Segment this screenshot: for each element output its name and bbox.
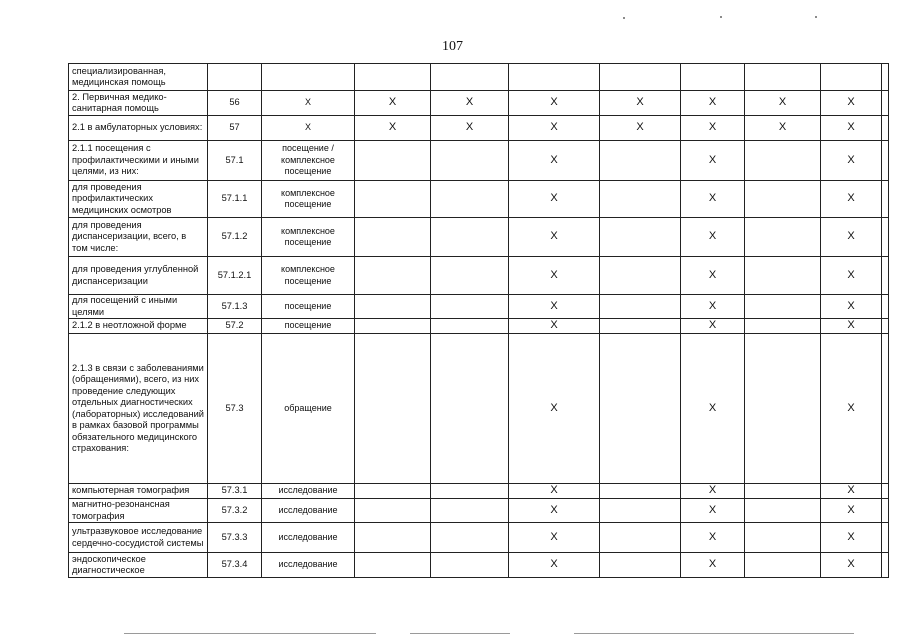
row-code: 57.3.4 [208, 553, 262, 578]
row-name: 2.1.2 в неотложной форме [69, 319, 208, 334]
cross-mark-cell [600, 319, 681, 334]
row-code: 57.2 [208, 319, 262, 334]
table-row [69, 553, 889, 578]
table-row [69, 141, 889, 181]
cross-mark-cell [600, 257, 681, 295]
cross-mark-cell [355, 295, 431, 319]
cross-mark-cell: Х [509, 257, 600, 295]
cross-mark-cell: Х [821, 499, 882, 523]
table-row [69, 181, 889, 218]
cross-mark-cell [431, 64, 509, 91]
row-name: 2.1 в амбулаторных условиях: [69, 116, 208, 141]
cross-mark-cell: Х [509, 181, 600, 218]
table-row [69, 334, 889, 484]
cross-mark-cell [600, 334, 681, 484]
page-number: 107 [442, 39, 463, 54]
row-unit: Х [262, 116, 355, 141]
cross-mark-cell: Х [681, 218, 745, 257]
cross-mark-cell: Х [681, 523, 745, 553]
cross-mark-cell [600, 141, 681, 181]
cross-mark-cell: Х [745, 116, 821, 141]
cross-mark-cell: Х [509, 553, 600, 578]
cross-mark-cell: Х [821, 334, 882, 484]
row-name: специализированная, медицинская помощь [69, 64, 208, 91]
data-table [68, 63, 889, 578]
table-row [69, 116, 889, 141]
cross-mark-cell [745, 141, 821, 181]
scan-dust [720, 16, 722, 18]
cross-mark-cell [681, 64, 745, 91]
cross-mark-cell: Х [509, 499, 600, 523]
cross-mark-cell [431, 553, 509, 578]
cross-mark-cell: Х [821, 91, 882, 116]
cross-mark-cell: Х [509, 91, 600, 116]
row-code: 57.3.3 [208, 523, 262, 553]
scan-artifact-line [124, 633, 376, 634]
cross-mark-cell: Х [821, 116, 882, 141]
row-name: эндоскопическое диагностическое [69, 553, 208, 578]
cross-mark-cell [431, 523, 509, 553]
row-code [208, 64, 262, 91]
cross-mark-cell: Х [821, 295, 882, 319]
cross-mark-cell [882, 499, 889, 523]
cross-mark-cell: Х [509, 141, 600, 181]
table-row [69, 499, 889, 523]
cross-mark-cell: Х [509, 523, 600, 553]
cross-mark-cell: Х [681, 553, 745, 578]
row-name: магнитно-резонансная томография [69, 499, 208, 523]
cross-mark-cell [431, 334, 509, 484]
cross-mark-cell: Х [681, 257, 745, 295]
row-name: для проведения диспансеризации, всего, в том числе: [69, 218, 208, 257]
cross-mark-cell [882, 553, 889, 578]
cross-mark-cell: Х [509, 295, 600, 319]
cross-mark-cell [882, 91, 889, 116]
cross-mark-cell: Х [509, 319, 600, 334]
row-code: 57.1.1 [208, 181, 262, 218]
cross-mark-cell [882, 523, 889, 553]
row-unit [262, 64, 355, 91]
scan-dust [623, 17, 625, 19]
cross-mark-cell [431, 218, 509, 257]
cross-mark-cell [745, 218, 821, 257]
cross-mark-cell [600, 553, 681, 578]
cross-mark-cell [355, 499, 431, 523]
row-name: 2. Первичная медико-санитарная помощь [69, 91, 208, 116]
cross-mark-cell [431, 181, 509, 218]
cross-mark-cell: Х [509, 484, 600, 499]
cross-mark-cell: Х [509, 218, 600, 257]
row-unit: посещение / комплексное посещение [262, 141, 355, 181]
row-code: 57.1.2.1 [208, 257, 262, 295]
cross-mark-cell: Х [431, 91, 509, 116]
cross-mark-cell [355, 319, 431, 334]
cross-mark-cell: Х [681, 91, 745, 116]
table-row [69, 64, 889, 91]
cross-mark-cell: Х [745, 91, 821, 116]
cross-mark-cell: Х [681, 116, 745, 141]
cross-mark-cell [431, 499, 509, 523]
row-code: 57.1.2 [208, 218, 262, 257]
row-code: 57.3.2 [208, 499, 262, 523]
table-body [69, 64, 889, 578]
cross-mark-cell: Х [821, 484, 882, 499]
cross-mark-cell [355, 141, 431, 181]
cross-mark-cell: Х [821, 553, 882, 578]
cross-mark-cell [882, 141, 889, 181]
cross-mark-cell: Х [821, 257, 882, 295]
cross-mark-cell: Х [681, 319, 745, 334]
row-unit: комплексное посещение [262, 181, 355, 218]
cross-mark-cell [882, 319, 889, 334]
cross-mark-cell: Х [681, 141, 745, 181]
cross-mark-cell [882, 484, 889, 499]
cross-mark-cell [745, 257, 821, 295]
table-row [69, 257, 889, 295]
cross-mark-cell [745, 484, 821, 499]
cross-mark-cell [745, 64, 821, 91]
cross-mark-cell: Х [431, 116, 509, 141]
row-unit: исследование [262, 484, 355, 499]
row-code: 57 [208, 116, 262, 141]
cross-mark-cell [745, 181, 821, 218]
cross-mark-cell: Х [681, 484, 745, 499]
row-name: 2.1.1 посещения с профилактическими и иными целями, из них: [69, 141, 208, 181]
cross-mark-cell [882, 295, 889, 319]
row-code: 57.1 [208, 141, 262, 181]
cross-mark-cell: Х [681, 499, 745, 523]
cross-mark-cell [431, 319, 509, 334]
row-unit: исследование [262, 553, 355, 578]
cross-mark-cell [882, 181, 889, 218]
table-row [69, 523, 889, 553]
cross-mark-cell [745, 334, 821, 484]
cross-mark-cell [431, 295, 509, 319]
cross-mark-cell [882, 218, 889, 257]
cross-mark-cell: Х [355, 116, 431, 141]
row-name: ультразвуковое исследование сердечно-сосудистой системы [69, 523, 208, 553]
cross-mark-cell: Х [600, 91, 681, 116]
table-row [69, 484, 889, 499]
scan-artifact-line [574, 633, 854, 634]
cross-mark-cell [355, 257, 431, 295]
row-unit: обращение [262, 334, 355, 484]
cross-mark-cell: Х [681, 181, 745, 218]
cross-mark-cell [355, 484, 431, 499]
row-unit: комплексное посещение [262, 257, 355, 295]
row-unit: исследование [262, 499, 355, 523]
cross-mark-cell [745, 319, 821, 334]
cross-mark-cell: Х [821, 523, 882, 553]
cross-mark-cell: Х [821, 181, 882, 218]
cross-mark-cell [355, 553, 431, 578]
cross-mark-cell [745, 523, 821, 553]
row-name: 2.1.3 в связи с заболеваниями (обращениями), всего, из них проведение следующих отдельных диагностических (лабораторных) исследований в рамках базовой программы обязательного медицинского страхования: [69, 334, 208, 484]
row-name: для проведения углубленной диспансеризации [69, 257, 208, 295]
cross-mark-cell [745, 553, 821, 578]
row-unit: Х [262, 91, 355, 116]
cross-mark-cell: Х [821, 319, 882, 334]
row-unit: посещение [262, 295, 355, 319]
cross-mark-cell: Х [821, 218, 882, 257]
cross-mark-cell [600, 64, 681, 91]
cross-mark-cell [431, 484, 509, 499]
table-row [69, 218, 889, 257]
cross-mark-cell [882, 116, 889, 141]
cross-mark-cell: Х [600, 116, 681, 141]
cross-mark-cell [355, 64, 431, 91]
cross-mark-cell [600, 484, 681, 499]
cross-mark-cell [600, 499, 681, 523]
cross-mark-cell: Х [355, 91, 431, 116]
cross-mark-cell [600, 295, 681, 319]
cross-mark-cell [745, 499, 821, 523]
scan-artifact-line [410, 633, 510, 634]
cross-mark-cell [600, 523, 681, 553]
cross-mark-cell [355, 334, 431, 484]
cross-mark-cell [355, 523, 431, 553]
row-code: 57.3.1 [208, 484, 262, 499]
row-name: компьютерная томография [69, 484, 208, 499]
cross-mark-cell [821, 64, 882, 91]
cross-mark-cell [509, 64, 600, 91]
row-name: для посещений с иными целями [69, 295, 208, 319]
row-code: 57.3 [208, 334, 262, 484]
cross-mark-cell: Х [509, 334, 600, 484]
scan-dust [815, 16, 817, 18]
cross-mark-cell [600, 181, 681, 218]
table-row [69, 295, 889, 319]
row-unit: посещение [262, 319, 355, 334]
cross-mark-cell [355, 181, 431, 218]
cross-mark-cell [431, 141, 509, 181]
table-row [69, 91, 889, 116]
row-name: для проведения профилактических медицинских осмотров [69, 181, 208, 218]
cross-mark-cell [431, 257, 509, 295]
row-unit: исследование [262, 523, 355, 553]
row-code: 56 [208, 91, 262, 116]
cross-mark-cell [882, 334, 889, 484]
cross-mark-cell [882, 257, 889, 295]
cross-mark-cell: Х [681, 334, 745, 484]
cross-mark-cell: Х [509, 116, 600, 141]
cross-mark-cell [600, 218, 681, 257]
row-unit: комплексное посещение [262, 218, 355, 257]
row-code: 57.1.3 [208, 295, 262, 319]
table-row [69, 319, 889, 334]
cross-mark-cell: Х [821, 141, 882, 181]
cross-mark-cell [355, 218, 431, 257]
cross-mark-cell [882, 64, 889, 91]
cross-mark-cell [745, 295, 821, 319]
cross-mark-cell: Х [681, 295, 745, 319]
